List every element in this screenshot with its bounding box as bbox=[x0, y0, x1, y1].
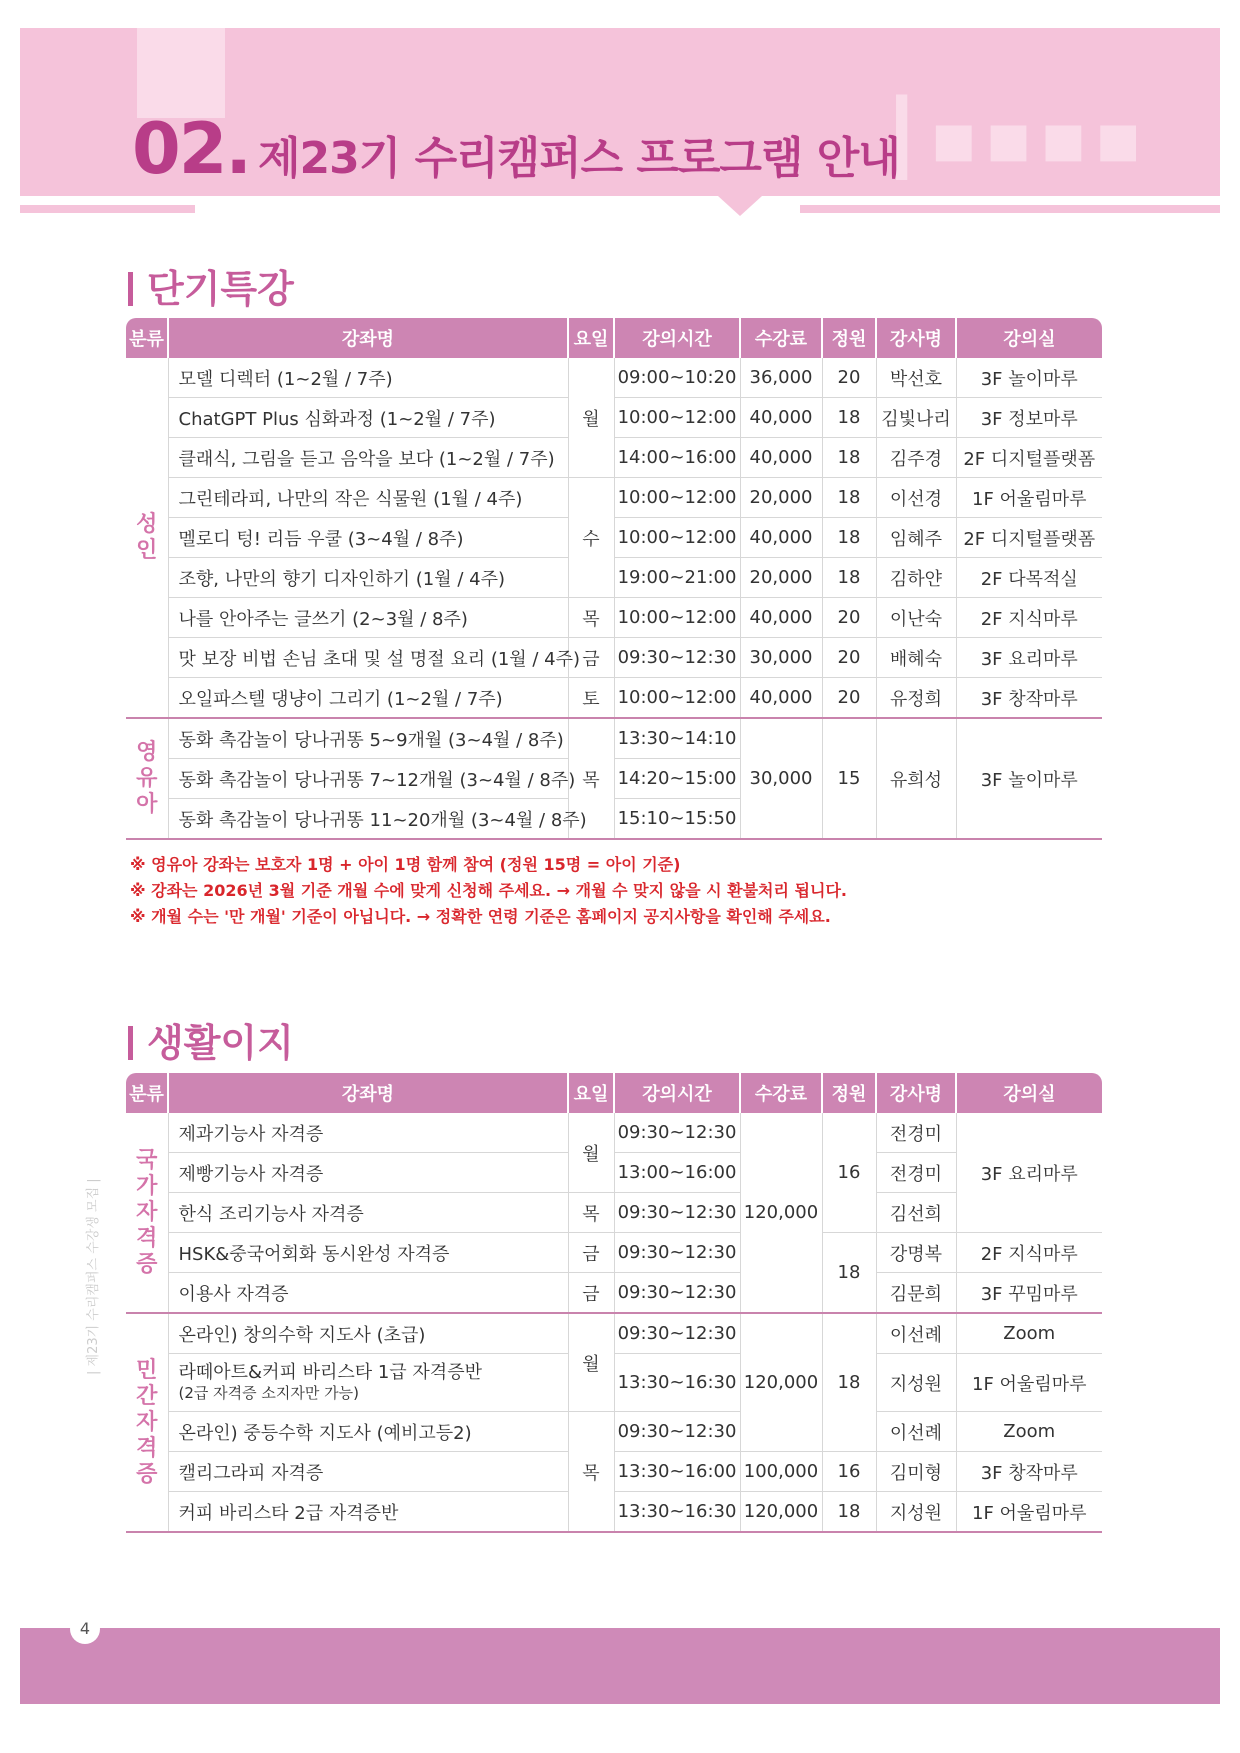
time: 09:30~12:30 bbox=[614, 1273, 740, 1314]
note-line: ※ 강좌는 2026년 3월 기준 개월 수에 맞게 신청해 주세요. → 개월 수 맞지 않을 시 환불처리 됩니다. bbox=[130, 881, 847, 900]
room: 1F 어울림마루 bbox=[956, 478, 1102, 518]
header-decor-square bbox=[137, 28, 225, 118]
table-row bbox=[126, 558, 1102, 598]
day: 목 bbox=[568, 1193, 614, 1233]
time: 10:00~12:00 bbox=[614, 598, 740, 638]
table-row bbox=[126, 1233, 1102, 1273]
table-row bbox=[126, 1113, 1102, 1153]
note-line: ※ 개월 수는 '만 개월' 기준이 아닙니다. → 정확한 연령 기준은 홈페이지 공지사항을 확인해 주세요. bbox=[130, 907, 831, 926]
capacity: 18 bbox=[822, 558, 876, 598]
room: 2F 다목적실 bbox=[956, 558, 1102, 598]
time: 09:30~12:30 bbox=[614, 1313, 740, 1354]
fee: 40,000 bbox=[740, 598, 822, 638]
teacher: 유희성 bbox=[876, 718, 956, 839]
teacher: 이선례 bbox=[876, 1412, 956, 1452]
day: 목 bbox=[568, 598, 614, 638]
course-name: 맛 보장 비법 손님 초대 및 설 명절 요리 (1월 / 4주) bbox=[168, 638, 568, 678]
fee: 40,000 bbox=[740, 438, 822, 478]
room: 3F 창작마루 bbox=[956, 678, 1102, 719]
day: 목 bbox=[568, 718, 614, 839]
col-time: 강의시간 bbox=[614, 318, 740, 358]
time: 15:10~15:50 bbox=[614, 799, 740, 840]
teacher: 김선희 bbox=[876, 1193, 956, 1233]
col-time: 강의시간 bbox=[614, 1073, 740, 1113]
room: 2F 디지털플랫폼 bbox=[956, 518, 1102, 558]
table-row bbox=[126, 438, 1102, 478]
course-name: 온라인) 창의수학 지도사 (초급) bbox=[168, 1313, 568, 1354]
course-name: 캘리그라피 자격증 bbox=[168, 1452, 568, 1492]
teacher: 김미형 bbox=[876, 1452, 956, 1492]
category-private: 민간자격증 bbox=[126, 1313, 168, 1532]
note-line: ※ 영유아 강좌는 보호자 1명 + 아이 1명 함께 참여 (정원 15명 = 아이 기준) bbox=[130, 855, 681, 874]
capacity: 18 bbox=[822, 1492, 876, 1533]
teacher: 강명복 bbox=[876, 1233, 956, 1273]
table-row bbox=[126, 718, 1102, 759]
capacity: 18 bbox=[822, 518, 876, 558]
room: Zoom bbox=[956, 1313, 1102, 1354]
time: 19:00~21:00 bbox=[614, 558, 740, 598]
course-name: 모델 디렉터 (1~2월 / 7주) bbox=[168, 358, 568, 398]
table-row bbox=[126, 598, 1102, 638]
room: 3F 창작마루 bbox=[956, 1452, 1102, 1492]
capacity: 18 bbox=[822, 438, 876, 478]
fee: 36,000 bbox=[740, 358, 822, 398]
category-adult: 성인 bbox=[126, 358, 168, 718]
teacher: 유정희 bbox=[876, 678, 956, 719]
section-title: 제23기 수리캠퍼스 프로그램 안내 bbox=[258, 133, 900, 184]
capacity: 20 bbox=[822, 598, 876, 638]
capacity: 16 bbox=[822, 1113, 876, 1233]
room: 3F 요리마루 bbox=[956, 1113, 1102, 1233]
fee: 30,000 bbox=[740, 638, 822, 678]
table-row bbox=[126, 518, 1102, 558]
col-room: 강의실 bbox=[956, 1073, 1102, 1113]
capacity: 16 bbox=[822, 1452, 876, 1492]
time: 09:30~12:30 bbox=[614, 1193, 740, 1233]
course-name: 동화 촉감놀이 당나귀똥 7~12개월 (3~4월 / 8주) bbox=[168, 759, 568, 799]
table-row bbox=[126, 1193, 1102, 1233]
teacher: 지성원 bbox=[876, 1492, 956, 1533]
col-fee: 수강료 bbox=[740, 318, 822, 358]
course-name: 조향, 나만의 향기 디자인하기 (1월 / 4주) bbox=[168, 558, 568, 598]
room: 1F 어울림마루 bbox=[956, 1354, 1102, 1412]
table-header-row bbox=[126, 1073, 1102, 1113]
day: 월 bbox=[568, 1113, 614, 1193]
category-infant: 영유아 bbox=[126, 718, 168, 839]
footer-band bbox=[20, 1628, 1220, 1704]
course-name: 제과기능사 자격증 bbox=[168, 1113, 568, 1153]
room: 2F 디지털플랫폼 bbox=[956, 438, 1102, 478]
col-day: 요일 bbox=[568, 318, 614, 358]
table-row bbox=[126, 1354, 1102, 1412]
col-category: 분류 bbox=[126, 1073, 168, 1113]
section2-title: 생활이지 bbox=[128, 1012, 294, 1067]
time: 10:00~12:00 bbox=[614, 478, 740, 518]
time: 14:20~15:00 bbox=[614, 759, 740, 799]
room: 3F 꾸밈마루 bbox=[956, 1273, 1102, 1314]
time: 13:30~16:30 bbox=[614, 1354, 740, 1412]
col-fee: 수강료 bbox=[740, 1073, 822, 1113]
teacher: 김하얀 bbox=[876, 558, 956, 598]
capacity: 20 bbox=[822, 638, 876, 678]
table-row bbox=[126, 478, 1102, 518]
col-course: 강좌명 bbox=[168, 1073, 568, 1113]
time: 10:00~12:00 bbox=[614, 398, 740, 438]
col-category: 분류 bbox=[126, 318, 168, 358]
teacher: 이선례 bbox=[876, 1313, 956, 1354]
course-name: ChatGPT Plus 심화과정 (1~2월 / 7주) bbox=[168, 398, 568, 438]
col-capacity: 정원 bbox=[822, 318, 876, 358]
day: 월 bbox=[568, 358, 614, 478]
fee: 120,000 bbox=[740, 1313, 822, 1452]
room: 3F 정보마루 bbox=[956, 398, 1102, 438]
time: 10:00~12:00 bbox=[614, 518, 740, 558]
room: Zoom bbox=[956, 1412, 1102, 1452]
time: 09:30~12:30 bbox=[614, 638, 740, 678]
table-row bbox=[126, 1313, 1102, 1354]
teacher: 박선호 bbox=[876, 358, 956, 398]
capacity: 18 bbox=[822, 478, 876, 518]
time: 14:00~16:00 bbox=[614, 438, 740, 478]
col-room: 강의실 bbox=[956, 318, 1102, 358]
day: 목 bbox=[568, 1412, 614, 1533]
time: 09:00~10:20 bbox=[614, 358, 740, 398]
page-number: 4 bbox=[70, 1614, 100, 1644]
fee: 40,000 bbox=[740, 678, 822, 719]
table-row bbox=[126, 1412, 1102, 1452]
day: 월 bbox=[568, 1313, 614, 1412]
fee: 20,000 bbox=[740, 558, 822, 598]
col-course: 강좌명 bbox=[168, 318, 568, 358]
col-day: 요일 bbox=[568, 1073, 614, 1113]
course-name: 라떼아트&커피 바리스타 1급 자격증반 bbox=[178, 1361, 482, 1383]
room: 3F 놀이마루 bbox=[956, 358, 1102, 398]
table-row bbox=[126, 1492, 1102, 1533]
teacher: 지성원 bbox=[876, 1354, 956, 1412]
side-caption: | 제23기 수리캠퍼스 수강생 모집 | bbox=[86, 1178, 101, 1375]
course-name: 제빵기능사 자격증 bbox=[168, 1153, 568, 1193]
table-row bbox=[126, 358, 1102, 398]
course-name: 오일파스텔 댕냥이 그리기 (1~2월 / 7주) bbox=[168, 678, 568, 719]
teacher: 이난숙 bbox=[876, 598, 956, 638]
table-row bbox=[126, 678, 1102, 719]
teacher: 이선경 bbox=[876, 478, 956, 518]
capacity: 18 bbox=[822, 1233, 876, 1314]
section-number: 02. bbox=[132, 108, 251, 190]
table-row bbox=[126, 638, 1102, 678]
course-name: 동화 촉감놀이 당나귀똥 11~20개월 (3~4월 / 8주) bbox=[168, 799, 568, 840]
table-header-row bbox=[126, 318, 1102, 358]
time: 10:00~12:00 bbox=[614, 678, 740, 719]
teacher: 전경미 bbox=[876, 1113, 956, 1153]
course-name-sub: (2급 자격증 소지자만 가능) bbox=[178, 1383, 359, 1402]
teacher: 배혜숙 bbox=[876, 638, 956, 678]
col-teacher: 강사명 bbox=[876, 318, 956, 358]
course-name: 커피 바리스타 2급 자격증반 bbox=[168, 1492, 568, 1533]
room: 2F 지식마루 bbox=[956, 598, 1102, 638]
course-name: 클래식, 그림을 듣고 음악을 보다 (1~2월 / 7주) bbox=[168, 438, 568, 478]
time: 13:00~16:00 bbox=[614, 1153, 740, 1193]
room: 3F 요리마루 bbox=[956, 638, 1102, 678]
day: 토 bbox=[568, 678, 614, 719]
time: 09:30~12:30 bbox=[614, 1412, 740, 1452]
room: 3F 놀이마루 bbox=[956, 718, 1102, 839]
section1-table bbox=[126, 318, 1102, 840]
course-name: 한식 조리기능사 자격증 bbox=[168, 1193, 568, 1233]
course-name: 동화 촉감놀이 당나귀똥 5~9개월 (3~4월 / 8주) bbox=[168, 718, 568, 759]
section2-table bbox=[126, 1073, 1102, 1533]
header-underline-left bbox=[20, 205, 195, 213]
course-name: 온라인) 중등수학 지도사 (예비고등2) bbox=[168, 1412, 568, 1452]
course-name-cell bbox=[168, 1354, 568, 1412]
capacity: 15 bbox=[822, 718, 876, 839]
day: 금 bbox=[568, 638, 614, 678]
capacity: 20 bbox=[822, 678, 876, 719]
capacity: 18 bbox=[822, 398, 876, 438]
section1-title: 단기특강 bbox=[128, 258, 294, 313]
table-row bbox=[126, 398, 1102, 438]
fee: 40,000 bbox=[740, 518, 822, 558]
teacher: 김주경 bbox=[876, 438, 956, 478]
time: 09:30~12:30 bbox=[614, 1113, 740, 1153]
teacher: 김문희 bbox=[876, 1273, 956, 1314]
day: 금 bbox=[568, 1233, 614, 1273]
teacher: 김빛나리 bbox=[876, 398, 956, 438]
fee: 40,000 bbox=[740, 398, 822, 438]
day: 금 bbox=[568, 1273, 614, 1314]
room: 1F 어울림마루 bbox=[956, 1492, 1102, 1533]
table-row bbox=[126, 1153, 1102, 1193]
course-name: 나를 안아주는 글쓰기 (2~3월 / 8주) bbox=[168, 598, 568, 638]
time: 13:30~16:30 bbox=[614, 1492, 740, 1533]
fee: 20,000 bbox=[740, 478, 822, 518]
course-name: 이용사 자격증 bbox=[168, 1273, 568, 1314]
fee: 120,000 bbox=[740, 1492, 822, 1533]
time: 13:30~14:10 bbox=[614, 718, 740, 759]
header-underline-right bbox=[800, 205, 1220, 213]
header-notch bbox=[718, 196, 762, 216]
page-title bbox=[132, 108, 900, 190]
teacher: 임혜주 bbox=[876, 518, 956, 558]
notes bbox=[130, 852, 847, 930]
time: 13:30~16:00 bbox=[614, 1452, 740, 1492]
col-teacher: 강사명 bbox=[876, 1073, 956, 1113]
category-national: 국가자격증 bbox=[126, 1113, 168, 1313]
time: 09:30~12:30 bbox=[614, 1233, 740, 1273]
table-row bbox=[126, 1273, 1102, 1314]
course-name: 멜로디 텅! 리듬 우쿨 (3~4월 / 8주) bbox=[168, 518, 568, 558]
course-name: 그린테라피, 나만의 작은 식물원 (1월 / 4주) bbox=[168, 478, 568, 518]
table-row bbox=[126, 1452, 1102, 1492]
day: 수 bbox=[568, 478, 614, 598]
capacity: 18 bbox=[822, 1313, 876, 1452]
room: 2F 지식마루 bbox=[956, 1233, 1102, 1273]
fee: 30,000 bbox=[740, 718, 822, 839]
capacity: 20 bbox=[822, 358, 876, 398]
fee: 100,000 bbox=[740, 1452, 822, 1492]
course-name: HSK&중국어회화 동시완성 자격증 bbox=[168, 1233, 568, 1273]
header-decor-pattern: ┃▪▪▪▪ bbox=[880, 95, 1149, 179]
col-capacity: 정원 bbox=[822, 1073, 876, 1113]
fee: 120,000 bbox=[740, 1113, 822, 1313]
teacher: 전경미 bbox=[876, 1153, 956, 1193]
